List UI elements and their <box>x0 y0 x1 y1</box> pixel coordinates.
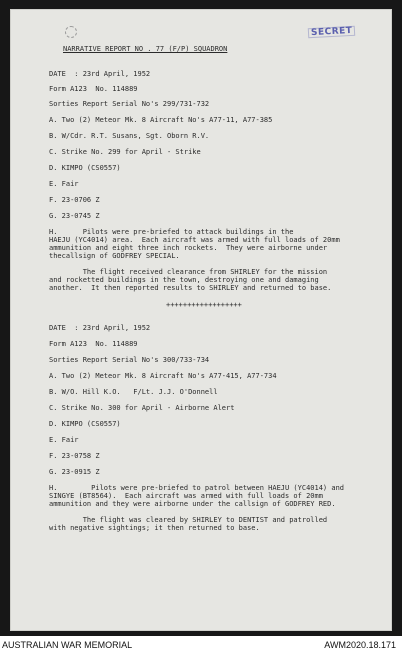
section1-item-c: C. Strike No. 299 for April - Strike <box>49 148 201 156</box>
footer-accession-number: AWM2020.18.171 <box>324 640 396 650</box>
section1-item-d: D. KIMPO (CS0557) <box>49 164 121 172</box>
section1-narrative-line: The flight received clearance from SHIRLEY for the mission <box>49 268 328 276</box>
section2-item-a: A. Two (2) Meteor Mk. 8 Aircraft No's A77-415, A77-734 <box>49 372 277 380</box>
section1-sorties: Sorties Report Serial No's 299/731-732 <box>49 100 210 108</box>
section1-item-h-line: HAEJU (YC4014) area. Each aircraft was armed with full loads of 20mm <box>49 236 340 244</box>
section1-item-h-line: H. Pilots were pre-briefed to attack buildings in the <box>49 228 294 236</box>
document-page <box>10 9 392 631</box>
section2-item-h-line: SINGYE (BT8564). Each aircraft was armed with full loads of 20mm <box>49 492 323 500</box>
section1-item-b: B. W/Cdr. R.T. Susans, Sgt. Oborn R.V. <box>49 132 210 140</box>
punch-hole-mark <box>65 26 77 38</box>
section1-item-g: G. 23-0745 Z <box>49 212 100 220</box>
secret-stamp: SECRET <box>308 26 356 38</box>
section2-item-h-line: ammunition and they were airborne under the callsign of GODFREY RED. <box>49 500 336 508</box>
section2-item-g: G. 23-0915 Z <box>49 468 100 476</box>
section2-narrative-line: with negative sightings; it then returned to base. <box>49 524 260 532</box>
section1-item-f: F. 23-0706 Z <box>49 196 100 204</box>
section1-item-a: A. Two (2) Meteor Mk. 8 Aircraft No's A77-11, A77-385 <box>49 116 273 124</box>
report-title: NARRATIVE REPORT NO . 77 (F/P) SQUADRON <box>63 45 228 53</box>
section2-item-d: D. KIMPO (CS0557) <box>49 420 121 428</box>
section2-sorties: Sorties Report Serial No's 300/733-734 <box>49 356 210 364</box>
section2-item-b: B. W/O. Hill K.O. F/Lt. J.J. O'Donnell <box>49 388 218 396</box>
section-separator: ++++++++++++++++++ <box>166 301 242 309</box>
section2-item-f: F. 23-0758 Z <box>49 452 100 460</box>
footer-institution: AUSTRALIAN WAR MEMORIAL <box>2 640 133 650</box>
section1-form: Form A123 No. 114889 <box>49 85 138 93</box>
section2-item-e: E. Fair <box>49 436 79 444</box>
section2-item-h-line: H. Pilots were pre-briefed to patrol between HAEJU (YC4014) and <box>49 484 345 492</box>
section2-item-c: C. Strike No. 300 for April - Airborne Alert <box>49 404 235 412</box>
section1-item-h-line: thecallsign of GODFREY SPECIAL. <box>49 252 180 260</box>
section2-narrative-line: The flight was cleared by SHIRLEY to DENTIST and patrolled <box>49 516 328 524</box>
section2-form: Form A123 No. 114889 <box>49 340 138 348</box>
section1-item-e: E. Fair <box>49 180 79 188</box>
section2-date: DATE : 23rd April, 1952 <box>49 324 151 332</box>
section1-narrative-line: another. It then reported results to SHIRLEY and returned to base. <box>49 284 332 292</box>
section1-date: DATE : 23rd April, 1952 <box>49 70 151 78</box>
section1-item-h-line: ammunition and eight three inch rockets. They were airborne under <box>49 244 328 252</box>
section1-narrative-line: and rocketted buildings in the town, destroying one and damaging <box>49 276 319 284</box>
